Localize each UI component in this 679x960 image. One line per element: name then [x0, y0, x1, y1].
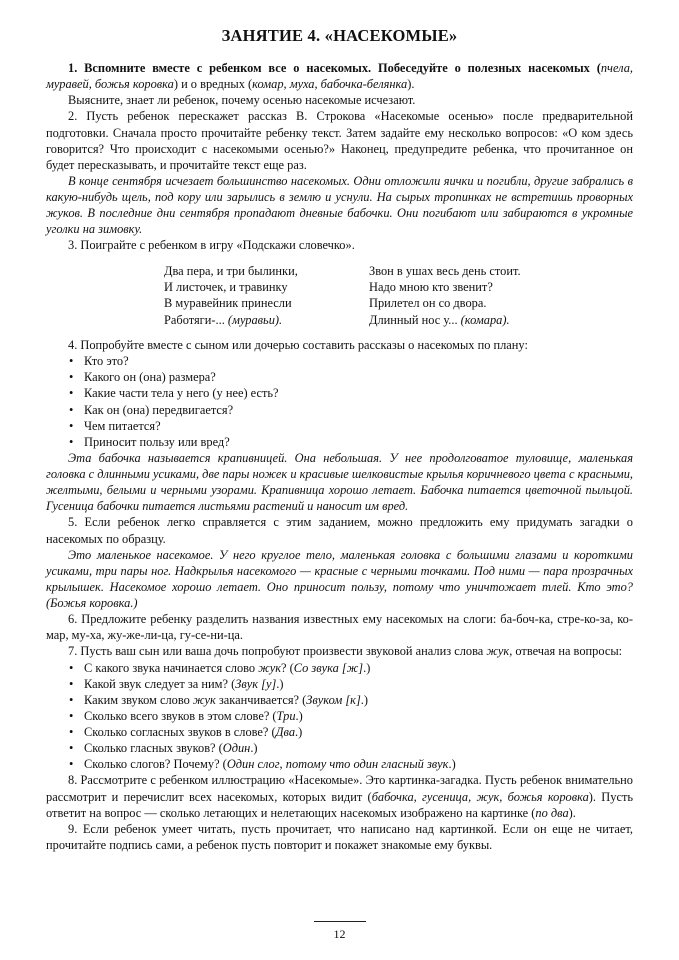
list-item: • Сколько слогов? Почему? (Один слог, потому что один гласный звук.)	[46, 756, 633, 772]
list-item: • Сколько гласных звуков? (Один.)	[46, 740, 633, 756]
paragraph-1-end: ).	[407, 77, 415, 92]
poem-block	[46, 263, 633, 329]
poem-column-right	[369, 263, 599, 329]
poem-right-answer: (комара).	[460, 312, 510, 327]
paragraph-2: 2. Пусть ребенок перескажет рассказ В. Строкова «Насекомые осенью» после предварительной подготовки. Сначала просто прочитайте ребенку текст. Затем задайте ему несколько вопросов: «О ком здесь говорится? Что происходит с насекомыми осенью?» Наконец, предупредите ребенка, что прочитанное он будет пересказывать, и прочитайте текст еще раз.	[46, 109, 633, 172]
footer-divider	[314, 921, 366, 922]
list-item: • Какой звук следует за ним? (Звук [у].)	[46, 676, 633, 692]
list-item: • С какого звука начинается слово жук? (Со звука [ж].)	[46, 660, 633, 676]
page-title: ЗАНЯТИЕ 4. «НАСЕКОМЫЕ»	[221, 26, 458, 45]
poem-right-line-3: Прилетел он со двора.	[369, 296, 487, 311]
poem-right-line-4: Длинный нос у... (комара).	[369, 312, 510, 327]
poem-column-left	[164, 263, 369, 329]
list-item: • Чем питается?	[46, 418, 633, 434]
list-item: • Приносит пользу или вред?	[46, 434, 633, 450]
paragraph-7-b: , отвечая на вопросы:	[509, 644, 623, 659]
poem-left-line-2: И листочек, и травинку	[164, 279, 288, 294]
poem-right-line-2: Надо мною кто звенит?	[369, 279, 493, 294]
poem-left-line-3: В муравейник принесли	[164, 296, 292, 311]
paragraph-8-b: ). Пусть ответит на вопрос — сколько летающих и нелетающих насекомых изображено на картинке (	[46, 789, 634, 820]
list-item: • Каким звуком слово жук заканчивается? (Звуком [к].)	[46, 692, 633, 708]
paragraph-7-italic: жук	[486, 644, 510, 659]
paragraph-8-a: 8. Рассмотрите с ребенком иллюстрацию «Насекомые». Это картинка-загадка. Пусть ребенок внимательно рассмотрит и перечислит всех насекомых, которых видит (	[46, 773, 633, 804]
paragraph-7-a: 7. Пусть ваш сын или ваша дочь попробуют произвести звуковой анализ слова	[68, 644, 487, 659]
paragraph-9: 9. Если ребенок умеет читать, пусть прочитает, что написано над картинкой. Если он еще не читает, прочитайте подпись сами, а ребенок пусть повторит и покажет знакомые ему буквы.	[46, 821, 633, 852]
paragraph-3: 3. Поиграйте с ребенком в игру «Подскажи словечко».	[68, 238, 355, 253]
paragraph-4: 4. Попробуйте вместе с сыном или дочерью составить рассказы о насекомых по плану:	[68, 338, 528, 352]
paragraph-8-italic-2: по два	[535, 805, 569, 820]
page-number: 12	[333, 927, 346, 941]
poem-left-line-1: Два пера, и три былинки,	[164, 263, 298, 278]
list-item: • Кто это?	[46, 353, 633, 369]
paragraph-1-italic-1: пчела, муравей, божья коровка	[46, 61, 633, 92]
list-item: • Сколько всего звуков в этом слове? (Три.)	[46, 708, 633, 724]
poem-left-answer: (муравьи).	[227, 312, 283, 327]
page-footer	[0, 921, 679, 942]
paragraph-1-text: 1. Вспомните вместе с ребенком все о насекомых. Побеседуйте о полезных насекомых (	[68, 61, 601, 75]
paragraph-8-italic-1: бабочка, гусеница, жук, божья коровка	[371, 789, 589, 804]
list-item: • Какого он (она) размера?	[46, 369, 633, 385]
story-text: В конце сентября исчезает большинство насекомых. Одни отложили яички и погибли, другие забрались в какую-нибудь щель, под кору или зарылись в землю и уснули. На сырых тропинках не встретишь проворных жуков. В последние дни сентября пропадают дневные бабочки. Они погибают или забираются в укромные уголки на зимовку.	[46, 173, 633, 237]
poem-left-line-4: Работяги-... (муравьи).	[164, 312, 283, 327]
paragraph-8	[46, 772, 633, 820]
list-item: • Какие части тела у него (у нее) есть?	[46, 385, 633, 401]
paragraph-5: 5. Если ребенок легко справляется с этим заданием, можно предложить ему придумать загадки о насекомых по образцу.	[46, 515, 633, 546]
sample-text-2-answer: (Божья коровка.)	[46, 596, 138, 610]
sample-text-2	[46, 547, 633, 612]
paragraph-6: 6. Предложите ребенку разделить названия известных ему насекомых на слоги: ба-боч-ка, стре-ко-за, ко-мар, му-ха, жу-же-ли-ца, гу-се-ни-ца.	[46, 612, 633, 643]
paragraph-1b: Выясните, знает ли ребенок, почему осенью насекомые исчезают.	[68, 93, 416, 108]
sample-text-1: Эта бабочка называется крапивницей. Она небольшая. У нее продолговатое туловище, маленькая головка с длинными усиками, две пары ножек и красивые шелковистые крылья коричневого цвета с красными, желтыми, белыми и черными узорами. Крапивница хорошо летает. Бабочка питается цветочной пыльцой. Гусеница бабочки питается листьями растений и наносит им вред.	[46, 450, 633, 514]
paragraph-7	[46, 643, 633, 659]
sample-text-2-body: Это маленькое насекомое. У него круглое тело, маленькая головка с большими глазами и короткими усиками, три пары ног. Надкрылья насекомого — красные с черными точками. Под ними — пара прозрачных крылышек. Насекомое хорошо летает. Оно приносит пользу, потому что уничтожает тлей. Кто это?	[46, 547, 633, 594]
list-item: • Как он (она) передвигается?	[46, 402, 633, 418]
plan-bullet-list	[46, 353, 633, 450]
sound-analysis-bullet-list	[46, 660, 633, 773]
paragraph-1-mid: ) и о вредных (	[173, 77, 253, 92]
paragraph-1	[46, 60, 633, 92]
poem-right-line-1: Звон в ушах весь день стоит.	[369, 263, 521, 278]
paragraph-8-c: ).	[568, 805, 576, 820]
paragraph-1-italic-2: комар, муха, бабочка-белянка	[252, 77, 408, 92]
list-item: • Сколько согласных звуков в слове? (Два.)	[46, 724, 633, 740]
